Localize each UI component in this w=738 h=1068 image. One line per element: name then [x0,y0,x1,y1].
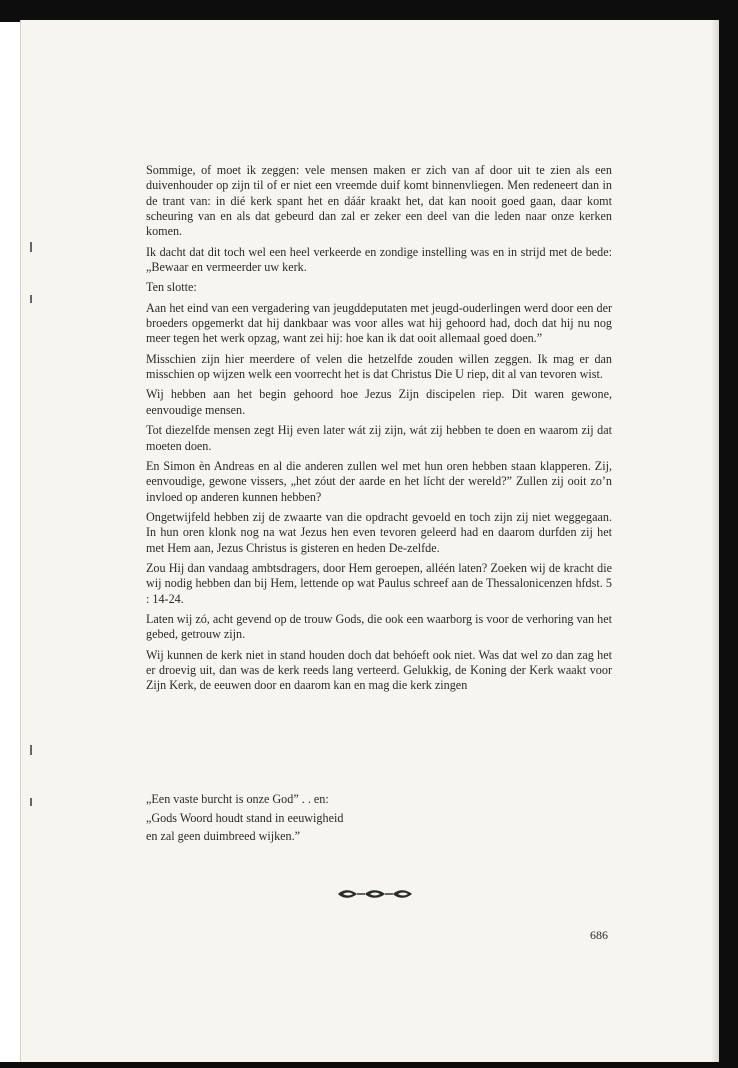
margin-mark [30,798,32,806]
paragraph: Wij kunnen de kerk niet in stand houden doch dat behóeft ook niet. Was dat wel zo dan zag het er droevig uit, dan was de kerk reeds lang verteerd. Gelukkig, de Koning der Kerk waakt voor Zijn Kerk, de eeuwen door en daarom kan en mag die kerk zingen [146,647,612,693]
decorative-ornament-icon [337,888,413,900]
paragraph: En Simon èn Andreas en al die anderen zullen wel met hun oren hebben staan klapperen. Zij, eenvoudige, gewone vissers, „het zóut der aarde en het lícht der wereld?” Zullen zij ooit zo’n invloed op anderen kunnen hebben? [146,458,612,504]
paragraph: Tot diezelfde mensen zegt Hij even later wát zij zijn, wát zij hebben te doen en waarom zij dat moeten doen. [146,423,612,453]
margin-mark [30,295,32,303]
quote-line: „Een vaste burcht is onze God” . . en: [146,792,329,806]
hymn-quote [146,790,446,846]
page-number: 686 [590,928,608,942]
scan-border-right [718,0,738,1068]
paragraph: Laten wij zó, acht gevend op de trouw Gods, die ook een waarborg is voor de verhoring van het gebed, getrouw zijn. [146,611,612,642]
scan-border-top [0,0,738,22]
quote-line: en zal geen duimbreed wijken.” [146,829,301,843]
paragraph: Ongetwijfeld hebben zij de zwaarte van die opdracht gevoeld en toch zijn zij niet weggegaan. In hun oren klonk nog na wat Jezus hen even tevoren geleerd had en daarom durfden zij het met Hem aan, Jezus Christus is gisteren en heden De-zelfde. [146,509,612,555]
margin-mark [30,242,32,252]
paragraph: Ten slotte: [146,280,197,295]
quote-line: „Gods Woord houdt stand in eeuwigheid [146,810,344,825]
paragraph: Misschien zijn hier meerdere of velen die hetzelfde zouden willen zeggen. Ik mag er dan misschien op wijzen welk een voorrecht het is dat Christus Die U riep, dit al van tevoren wist. [146,351,612,382]
paragraph: Sommige, of moet ik zeggen: vele mensen maken er zich van af door uit te zien als een duivenhouder op zijn til of er niet een vreemde duif komt binnenvliegen. Men redeneert dan in de trant van: in dié kerk spant het en dáár kraakt het, dat kan nooit goed gaan, daar komt scheuring van en als dat gebeurd dan zal er zeker een deel van die leden naar onze kerken komen. [146,163,612,239]
page-edge-shadow [711,20,719,1062]
paper-page [20,20,719,1062]
body-text [146,163,612,699]
paragraph: Zou Hij dan vandaag ambtsdragers, door Hem geroepen, alléén laten? Zoeken wij de kracht die wij nodig hebben dan bij Hem, lettende op wat Paulus schreef aan de Thessalonicenzen hfdst. 5 : 14-24. [146,560,612,606]
paragraph: Aan het eind van een vergadering van jeugddeputaten met jeugd-ouderlingen werd door een der broeders opgemerkt dat hij dankbaar was voor alles wat hij gehoord had, doch dat hij nu nog meer tegen het werk opzag, want zei hij: hoe kan ik dat ooit allemaal goed doen.” [146,300,612,346]
paragraph: Wij hebben aan het begin gehoord hoe Jezus Zijn discipelen riep. Dit waren gewone, eenvoudige mensen. [146,387,612,417]
margin-mark [30,745,32,755]
paragraph: Ik dacht dat dit toch wel een heel verkeerde en zondige instelling was en in strijd met de bede: „Bewaar en vermeerder uw kerk. [146,244,612,275]
scan-border-bottom [0,1062,738,1068]
